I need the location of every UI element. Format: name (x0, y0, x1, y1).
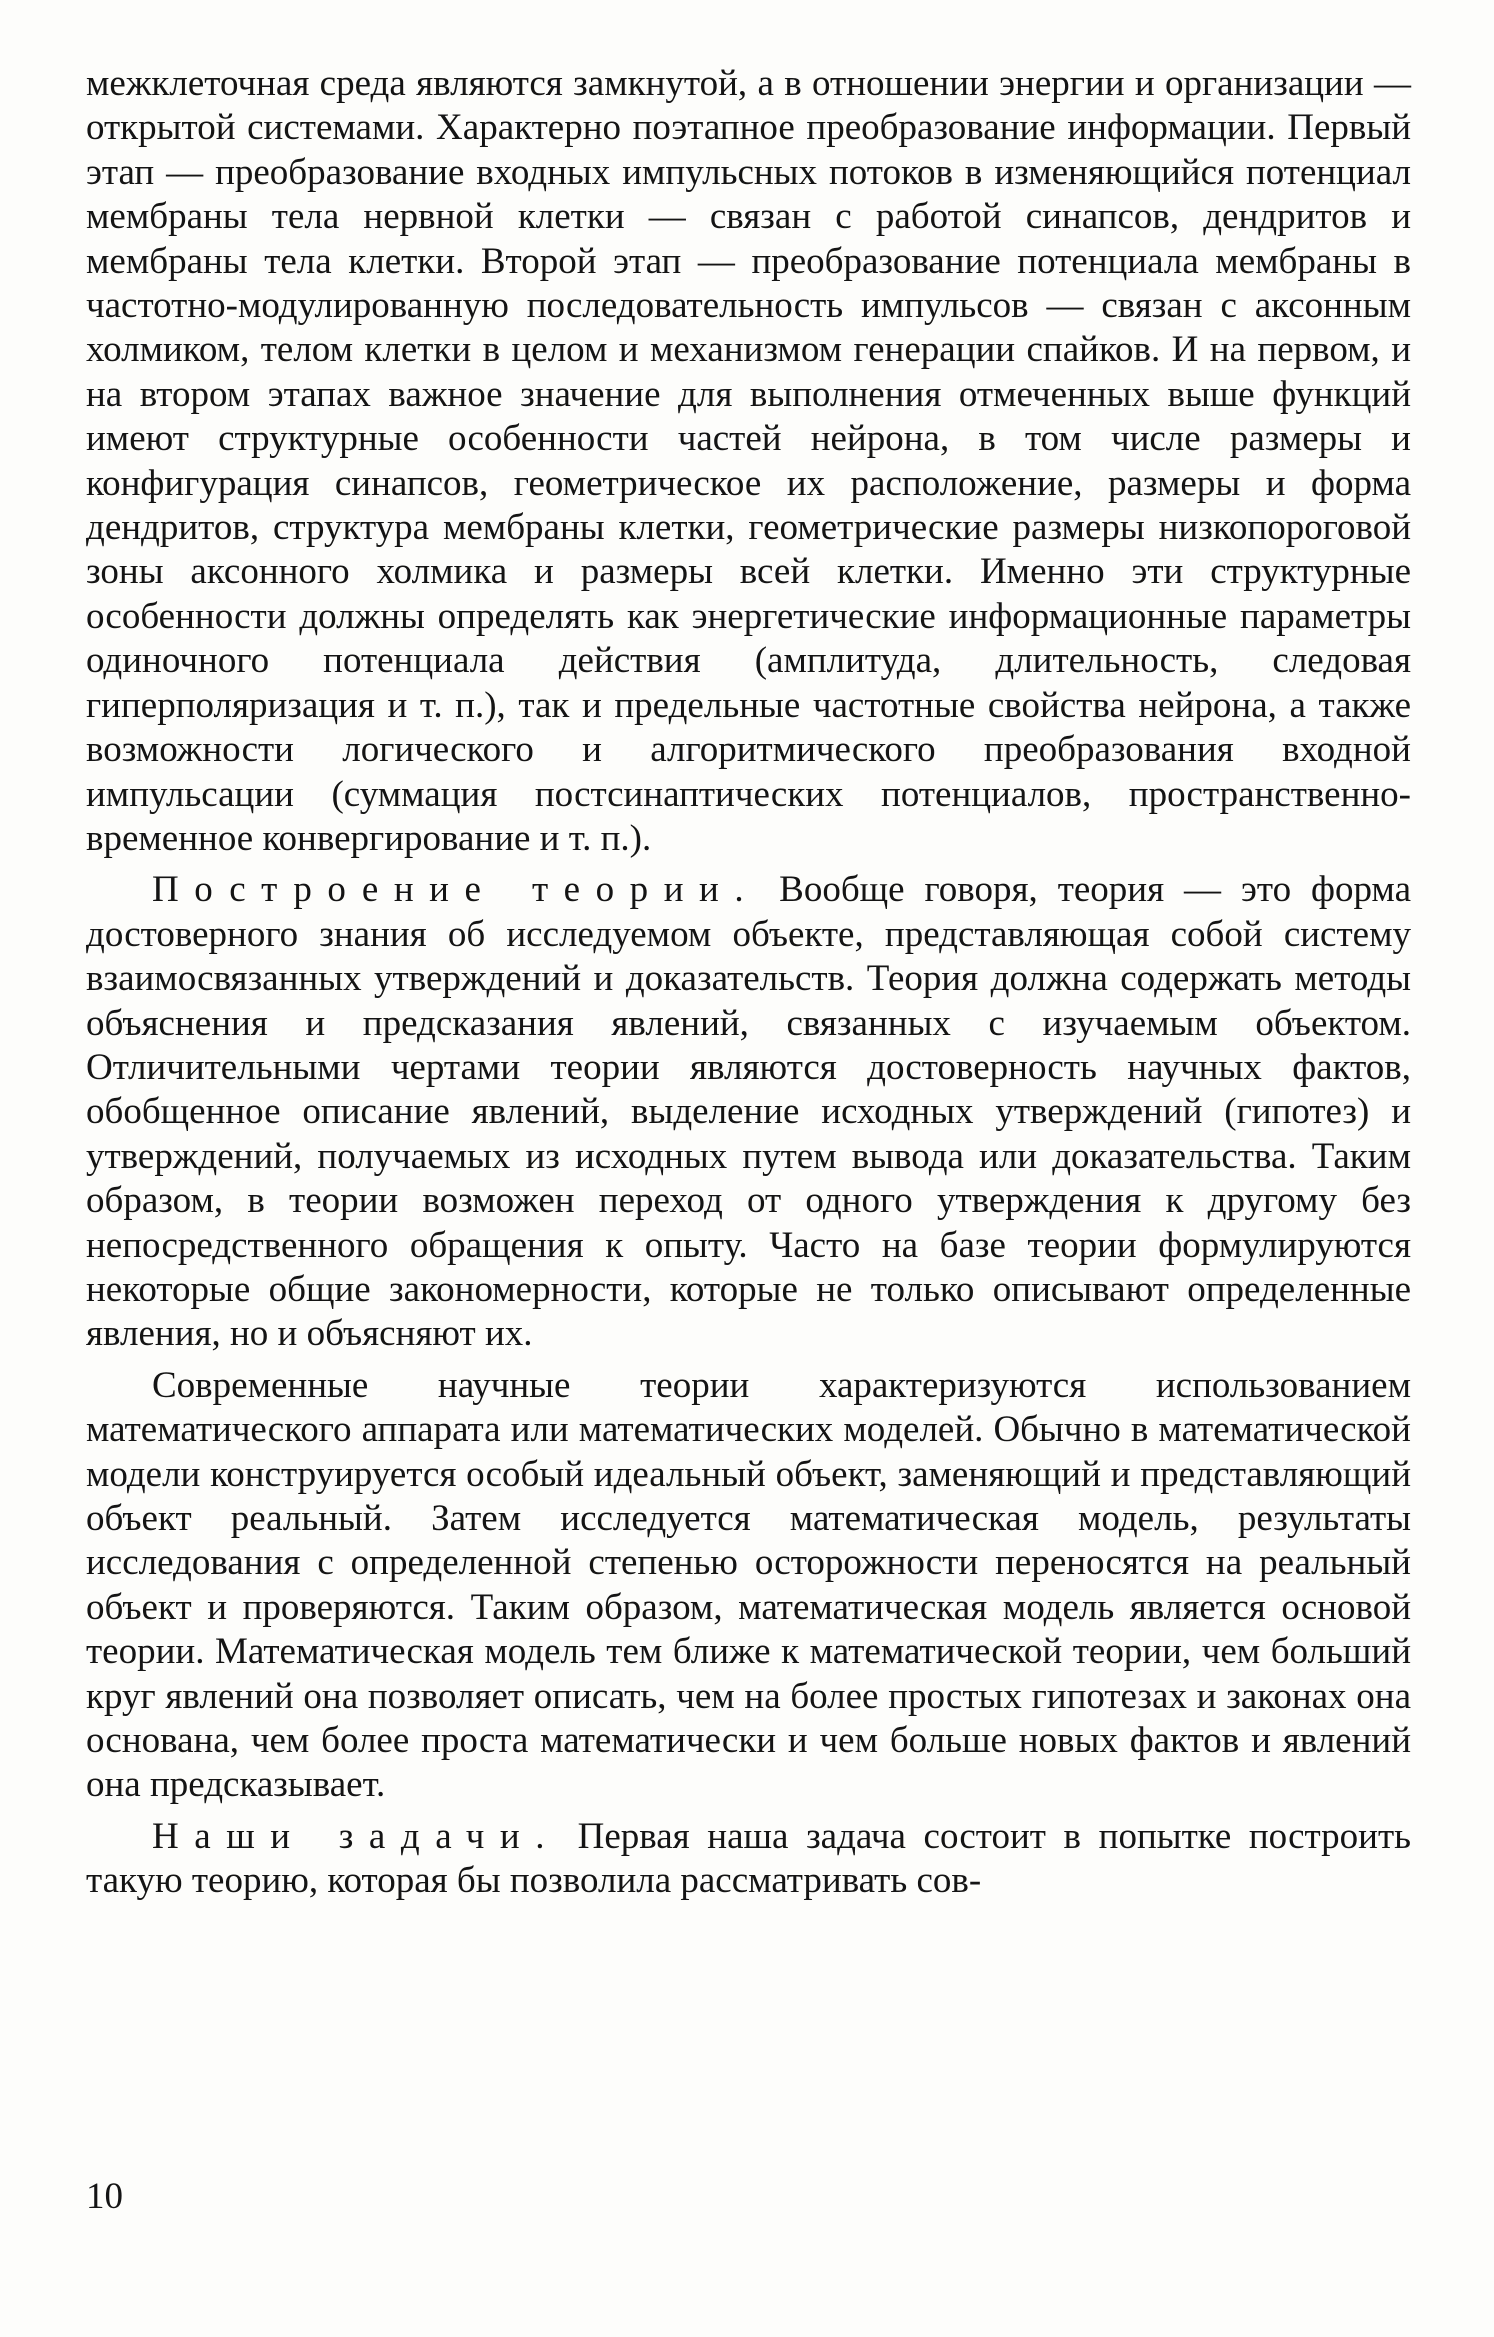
paragraph-4-text: Первая наша задача состоит в попытке построить такую теорию, которая бы позволила рассматривать сов- (86, 1815, 1411, 1902)
paragraph-4 (86, 1815, 1411, 1904)
body-text (86, 62, 1411, 1911)
paragraph-3-text: Современные научные теории характеризуются использованием математического аппарата или математических моделей. Обычно в математической модели конструируется особый идеальный объект, заменяющий и представляющий объект реальный. Затем исследуется математическая модель, результаты исследования с определенной степенью осторожности переносятся на реальный объект и проверяются. Таким образом, математическая модель является основой теории. Математическая модель тем ближе к математической теории, чем больший круг явлений она позволяет описать, чем на более простых гипотезах и законах она основана, чем более проста математически и чем больше новых фактов и явлений она предсказывает. (86, 1364, 1411, 1806)
section-heading-theory: Построение теории. (152, 869, 760, 911)
paragraph-2 (86, 868, 1411, 1356)
paragraph-1 (86, 62, 1411, 861)
paragraph-2-text: Вообще говоря, теория — это форма достоверного знания об исследуемом объекте, представляющая собой систему взаимосвязанных утверждений и доказательств. Теория должна содержать методы объяснения и предсказания явлений, связанных с изучаемым объектом. Отличительными чертами теории являются достоверность научных фактов, обобщенное описание явлений, выделение исходных утверждений (гипотез) и утверждений, получаемых из исходных путем вывода или доказательства. Таким образом, в теории возможен переход от одного утверждения к другому без непосредственного обращения к опыту. Часто на базе теории формулируются некоторые общие закономерности, которые не только описывают определенные явления, но и объясняют их. (86, 869, 1412, 1355)
section-heading-tasks: Наши задачи. (152, 1815, 560, 1857)
page-number: 10 (86, 2176, 123, 2217)
paragraph-3 (86, 1364, 1411, 1808)
paragraph-1-text: межклеточная среда являются замкнутой, а в отношении энергии и организации — открытой системами. Характерно поэтапное преобразование информации. Первый этап — преобразование входных импульсных потоков в изменяющийся потенциал мембраны тела нервной клетки — связан с работой синапсов, дендритов и мембраны тела клетки. Второй этап — преобразование потенциала мембраны в частотно-модулированную последовательность импульсов — связан с аксонным холмиком, телом клетки в целом и механизмом генерации спайков. И на первом, и на втором этапах важное значение для выполнения отмеченных выше функций имеют структурные особенности частей нейрона, в том числе размеры и конфигурация синапсов, геометрическое их расположение, размеры и форма дендритов, структура мембраны клетки, геометрические размеры низкопороговой зоны аксонного холмика и размеры всей клетки. Именно эти структурные особенности должны определять как энергетические информационные параметры одиночного потенциала действия (амплитуда, длительность, следовая гиперполяризация и т. п.), так и предельные частотные свойства нейрона, а также возможности логического и алгоритмического преобразования входной импульсации (суммация постсинаптических потенциалов, пространственно-временное конвергирование и т. п.). (86, 63, 1411, 859)
